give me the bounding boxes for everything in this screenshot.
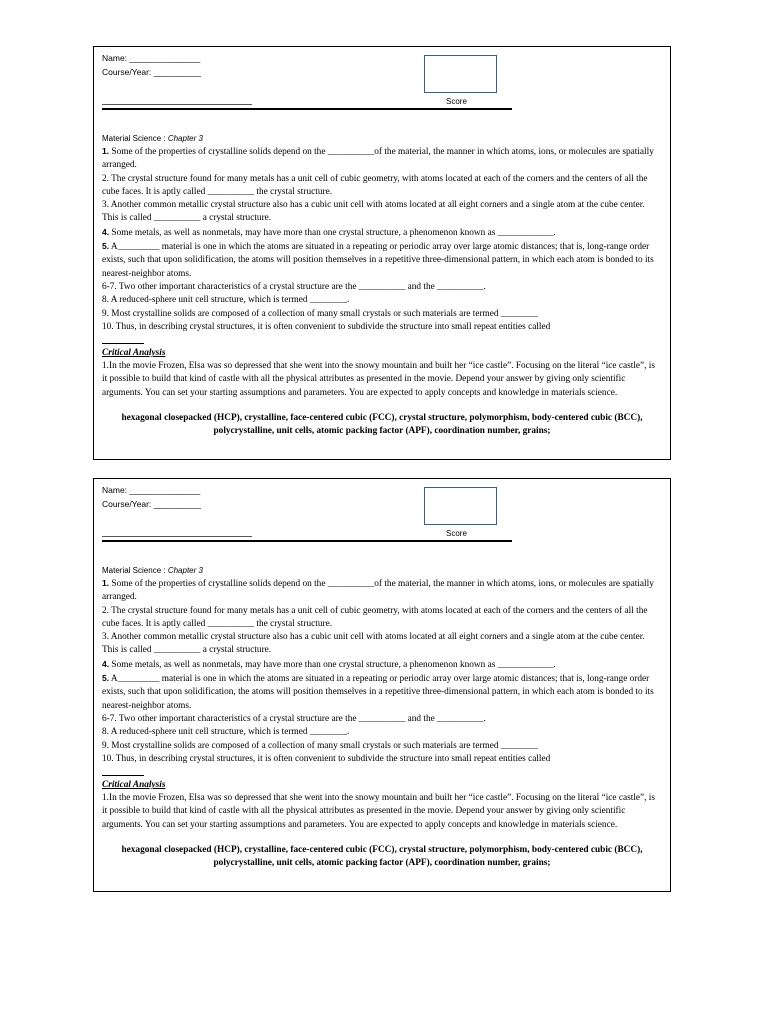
critical-analysis-title: Critical Analysis bbox=[102, 348, 166, 359]
course-year-field: Course/Year: __________ bbox=[102, 499, 201, 509]
question-1: 1. Some of the properties of crystalline solids depend on the __________of the material, the manner in which atoms, ions, or molecules are spatially arranged. bbox=[102, 578, 654, 603]
critical-analysis-text: 1.In the movie Frozen, Elsa was so depressed that she went into the snowy mountain and built her “ice castle”. Focusing on the literal “ice castle”, is it possible to build that kind of castle with all the physical attributes as presented in the movie. Depend your answer by giving only scientific arguments. You can set your starting assumptions and parameters. You are expected to apply concepts and knowledge in materials science. bbox=[102, 793, 656, 830]
quiz-sheet-2 bbox=[93, 478, 671, 892]
question-3: 3. Another common metallic crystal structure also has a cubic unit cell with atoms located at all eight corners and a single atom at the cube center. This is called __________ a crystal structure. bbox=[102, 200, 645, 224]
question-5: 5. A_________ material is one in which the atoms are situated in a repeating or periodic array over large atomic distances; that is, long-range order exists, such that upon solidification, the atoms will position themselves in a repetitive three-dimensional pattern, in which each atom is bonded to its nearest-neighbor atoms. bbox=[102, 241, 654, 279]
question-3: 3. Another common metallic crystal structure also has a cubic unit cell with atoms located at all eight corners and a single atom at the cube center. This is called __________ a crystal structure. bbox=[102, 632, 645, 656]
critical-analysis-text: 1.In the movie Frozen, Elsa was so depressed that she went into the snowy mountain and built her “ice castle”. Focusing on the literal “ice castle”, is it possible to build that kind of castle with all the physical attributes as presented in the movie. Depend your answer by giving only scientific arguments. You can set your starting assumptions and parameters. You are expected to apply concepts and knowledge in materials science. bbox=[102, 361, 656, 398]
question-10: 10. Thus, in describing crystal structures, it is often convenient to subdivide the structure into small repeat entities called bbox=[102, 753, 551, 764]
question-2: 2. The crystal structure found for many metals has a unit cell of cubic geometry, with atoms located at each of the corners and the centers of all the cube faces. It is aptly called __________ the crystal structure. bbox=[102, 605, 648, 629]
quiz-content bbox=[102, 125, 662, 439]
question-1: 1. Some of the properties of crystalline solids depend on the __________of the material, the manner in which atoms, ions, or molecules are spatially arranged. bbox=[102, 146, 654, 171]
header-thin-rule bbox=[102, 536, 252, 537]
question-2: 2. The crystal structure found for many metals has a unit cell of cubic geometry, with atoms located at each of the corners and the centers of all the cube faces. It is aptly called __________ the crystal structure. bbox=[102, 173, 648, 197]
header-rule bbox=[102, 540, 512, 542]
answer-blank bbox=[102, 766, 662, 779]
score-box bbox=[424, 55, 497, 93]
score-box bbox=[424, 487, 497, 525]
critical-analysis-title: Critical Analysis bbox=[102, 780, 166, 791]
question-10: 10. Thus, in describing crystal structures, it is often convenient to subdivide the structure into small repeat entities called bbox=[102, 321, 551, 332]
header-thin-rule bbox=[102, 104, 252, 105]
score-label: Score bbox=[446, 529, 467, 538]
keyword-bank: hexagonal closepacked (HCP), crystalline, face-centered cubic (FCC), crystal structure, polymorphism, body-centered cubic (BCC), polycrystalline, unit cells, atomic packing factor (APF), coordination number, grains; bbox=[121, 845, 643, 869]
question-9: 9. Most crystalline solids are composed of a collection of many small crystals or such materials are termed ________ bbox=[102, 308, 539, 319]
keyword-bank: hexagonal closepacked (HCP), crystalline, face-centered cubic (FCC), crystal structure, polymorphism, body-centered cubic (BCC), polycrystalline, unit cells, atomic packing factor (APF), coordination number, grains; bbox=[121, 413, 643, 437]
question-8: 8. A reduced-sphere unit cell structure, which is termed ________. bbox=[102, 727, 350, 738]
chapter-heading: Material Science : Chapter 3 bbox=[102, 566, 203, 575]
question-8: 8. A reduced-sphere unit cell structure, which is termed ________. bbox=[102, 295, 350, 306]
subject-label: Material Science bbox=[102, 566, 162, 575]
course-year-field: Course/Year: __________ bbox=[102, 67, 201, 77]
header-rule bbox=[102, 108, 512, 110]
answer-blank bbox=[102, 334, 662, 347]
quiz-content bbox=[102, 557, 662, 871]
question-6-7: 6-7. Two other important characteristics of a crystal structure are the __________ and the __________. bbox=[102, 713, 486, 724]
question-5: 5. A_________ material is one in which the atoms are situated in a repeating or periodic array over large atomic distances; that is, long-range order exists, such that upon solidification, the atoms will position themselves in a repetitive three-dimensional pattern, in which each atom is bonded to its nearest-neighbor atoms. bbox=[102, 673, 654, 711]
quiz-sheet-1 bbox=[93, 46, 671, 460]
question-4: 4. Some metals, as well as nonmetals, may have more than one crystal structure, a phenomenon known as ____________. bbox=[102, 658, 556, 670]
question-6-7: 6-7. Two other important characteristics of a crystal structure are the __________ and the __________. bbox=[102, 281, 486, 292]
subject-label: Material Science bbox=[102, 134, 162, 143]
chapter-label: Chapter 3 bbox=[167, 134, 203, 143]
question-4: 4. Some metals, as well as nonmetals, may have more than one crystal structure, a phenomenon known as ____________. bbox=[102, 226, 556, 238]
chapter-heading: Material Science : Chapter 3 bbox=[102, 134, 203, 143]
chapter-label: Chapter 3 bbox=[167, 566, 203, 575]
name-field: Name: _______________ bbox=[102, 53, 201, 63]
question-9: 9. Most crystalline solids are composed of a collection of many small crystals or such materials are termed ________ bbox=[102, 740, 539, 751]
score-label: Score bbox=[446, 97, 467, 106]
name-field: Name: _______________ bbox=[102, 485, 201, 495]
